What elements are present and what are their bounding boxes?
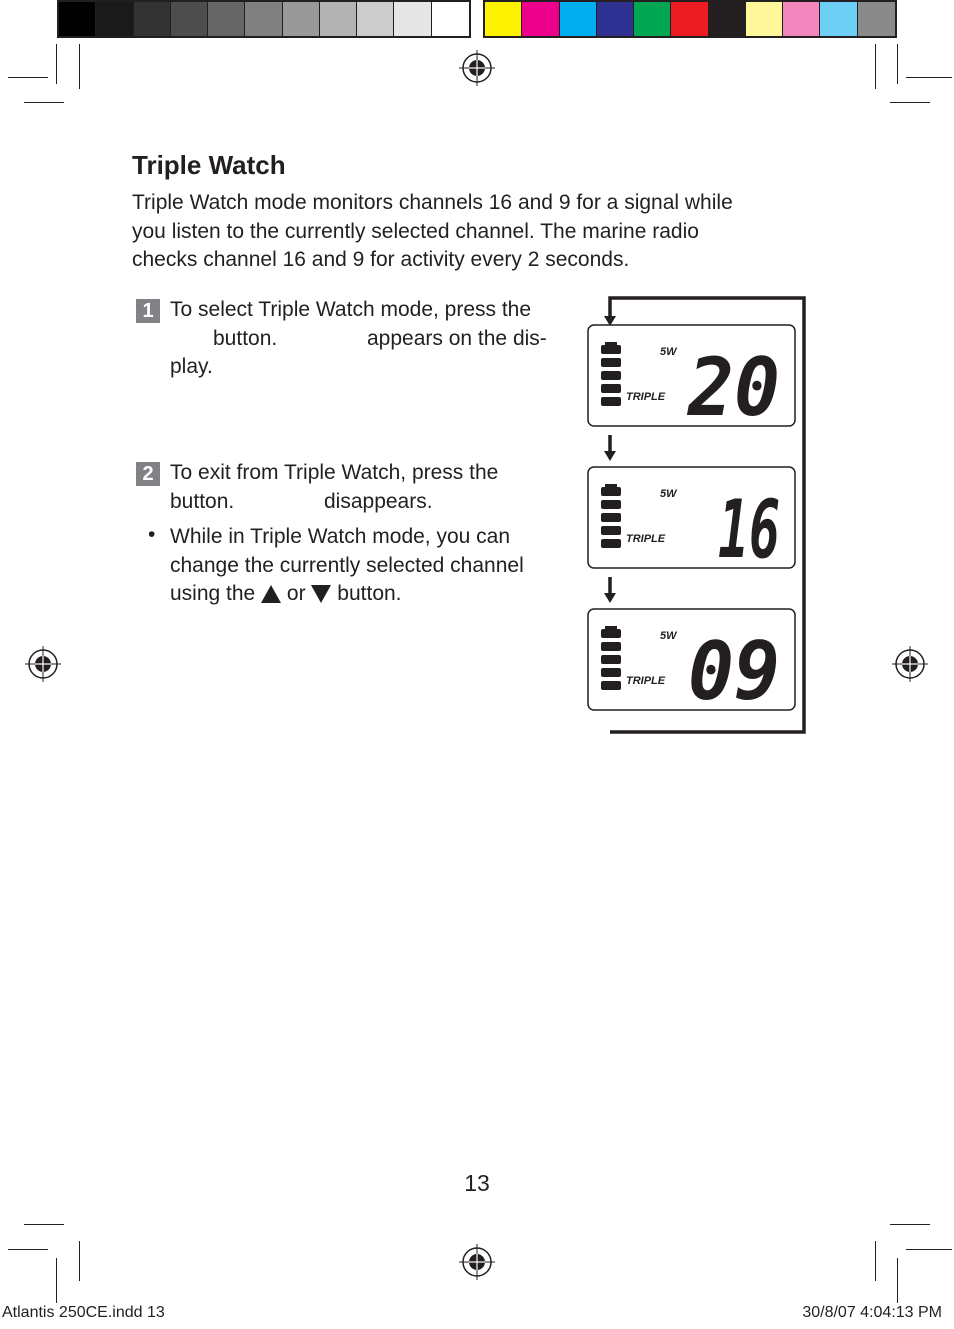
crop-mark [875, 44, 876, 89]
bullet-marker: • [148, 523, 156, 546]
intro-paragraph [132, 189, 733, 275]
color-swatch [634, 2, 671, 36]
color-swatch [320, 2, 357, 36]
lcd-display [588, 609, 795, 718]
bullet-text [170, 523, 570, 609]
color-swatch [59, 2, 96, 36]
crop-mark [56, 44, 57, 84]
color-swatch [485, 2, 522, 36]
color-swatch [96, 2, 133, 36]
crop-mark [79, 1241, 80, 1281]
intro-line: Triple Watch mode monitors channels 16 and 9 for a signal while [132, 191, 733, 214]
crop-mark [890, 102, 930, 103]
step-1-line: button. appears on the dis- [213, 326, 547, 350]
step-2-badge: 2 [136, 462, 160, 486]
color-swatch [858, 2, 895, 36]
arrow-down-icon [604, 593, 616, 603]
crop-mark [24, 1224, 64, 1225]
color-swatch [746, 2, 783, 36]
registration-mark-icon [459, 1244, 495, 1280]
lcd-display [588, 325, 795, 434]
color-swatch [171, 2, 208, 36]
power-indicator: 5W [660, 346, 677, 358]
channel-readout: 16 [718, 483, 780, 576]
color-swatch [783, 2, 820, 36]
step-1-badge: 1 [136, 299, 160, 323]
power-indicator: 5W [660, 488, 677, 500]
bullet-line: change the currently selected channel [170, 553, 524, 577]
crop-mark [24, 102, 64, 103]
triple-indicator: TRIPLE [626, 675, 666, 687]
page-title: Triple Watch [132, 150, 286, 180]
lcd-display [588, 467, 795, 576]
intro-line: you listen to the currently selected channel. The marine radio [132, 219, 699, 243]
color-swatch [709, 2, 746, 36]
color-swatch [208, 2, 245, 36]
power-indicator: 5W [660, 630, 677, 642]
channel-readout: 09 [688, 625, 780, 718]
bullet-line: using the or button. [170, 582, 402, 605]
crop-mark [79, 44, 80, 89]
crop-mark [8, 1249, 48, 1250]
step-2-text [170, 459, 570, 516]
crop-mark [906, 1249, 952, 1250]
step-1-line: To select Triple Watch mode, press the [170, 298, 532, 321]
color-swatch [671, 2, 708, 36]
intro-line: checks channel 16 and 9 for activity every 2 seconds. [132, 248, 630, 271]
color-calibration-bar [483, 0, 897, 38]
color-swatch [522, 2, 559, 36]
crop-mark [890, 1224, 930, 1225]
step-1-line: play. [170, 355, 213, 378]
crop-mark [897, 44, 898, 84]
step-1-text [170, 296, 570, 382]
crop-mark [56, 1258, 57, 1303]
color-swatch [560, 2, 597, 36]
crop-mark [875, 1241, 876, 1281]
step-2-line: To exit from Triple Watch, press the [170, 461, 499, 484]
registration-mark-icon [892, 646, 928, 682]
grayscale-calibration-bar [57, 0, 471, 38]
registration-mark-icon [459, 50, 495, 86]
bullet-line: While in Triple Watch mode, you can [170, 525, 511, 548]
page-number: 13 [464, 1170, 490, 1196]
slug-timestamp: 30/8/07 4:04:13 PM [802, 1304, 942, 1321]
color-swatch [134, 2, 171, 36]
triple-watch-cycle-diagram [580, 290, 815, 735]
up-arrow-icon [261, 585, 281, 603]
color-swatch [820, 2, 857, 36]
down-arrow-icon [311, 585, 331, 603]
color-swatch [432, 2, 469, 36]
triple-indicator: TRIPLE [626, 391, 666, 403]
crop-mark [906, 77, 952, 78]
color-swatch [597, 2, 634, 36]
triple-indicator: TRIPLE [626, 533, 666, 545]
crop-mark [897, 1258, 898, 1303]
crop-mark [8, 77, 48, 78]
arrow-down-icon [604, 451, 616, 461]
color-swatch [357, 2, 394, 36]
slug-filename: Atlantis 250CE.indd 13 [2, 1304, 165, 1321]
color-swatch [394, 2, 431, 36]
color-swatch [283, 2, 320, 36]
color-swatch [245, 2, 282, 36]
channel-readout: 20 [686, 341, 780, 434]
registration-mark-icon [25, 646, 61, 682]
step-2-line: button. disappears. [170, 489, 433, 513]
